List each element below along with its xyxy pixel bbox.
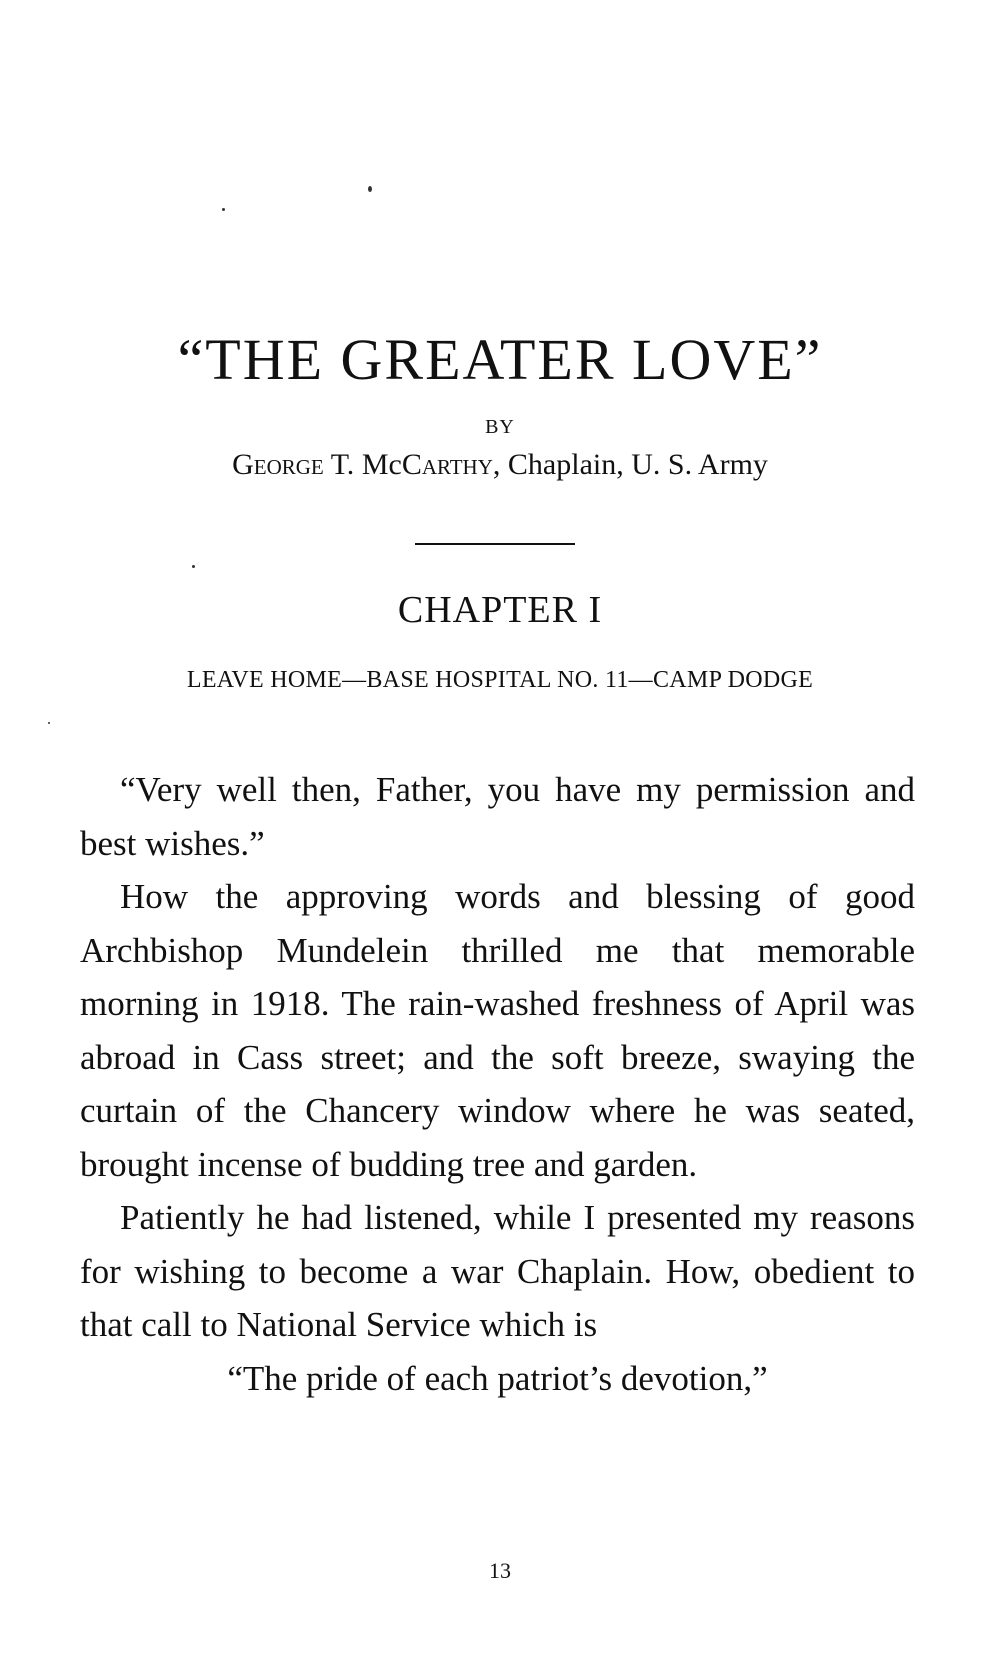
scan-speck	[192, 565, 195, 568]
chapter-heading: CHAPTER I	[397, 589, 603, 631]
quoted-line: “The pride of each patriot’s devotion,”	[227, 1358, 768, 1398]
section-divider	[415, 543, 575, 545]
body-paragraph: Patiently he had listened, while I presented my reasons for wishing to become a war Chaplain. How, obedient to that call to National Service which is	[80, 1198, 915, 1344]
author-initial: T.	[323, 448, 362, 481]
chapter-body	[80, 763, 915, 1405]
body-paragraph: “Very well then, Father, you have my permission and best wishes.”	[80, 770, 915, 863]
author-last-prefix: Mc	[361, 448, 402, 481]
author-last-name: Carthy	[401, 448, 493, 481]
scan-speck	[222, 208, 225, 211]
byline: BY	[485, 416, 515, 438]
scan-speck	[368, 186, 372, 192]
author-first-name: George	[232, 448, 324, 481]
body-paragraph: How the approving words and blessing of good Archbishop Mundelein thrilled me that memorable morning in 1918. The rain-washed freshness of April was abroad in Cass street; and the soft breeze, swaying the curtain of the Chancery window where he was seated, brought incense of budding tree and garden.	[80, 877, 915, 1184]
page-number: 13	[489, 1558, 511, 1583]
chapter-subheading: LEAVE HOME—BASE HOSPITAL NO. 11—CAMP DODGE	[186, 667, 814, 693]
scan-speck	[48, 722, 50, 724]
book-title: “THE GREATER LOVE”	[177, 327, 823, 392]
author-line	[0, 448, 1000, 482]
author-affiliation: , Chaplain, U. S. Army	[492, 448, 768, 481]
